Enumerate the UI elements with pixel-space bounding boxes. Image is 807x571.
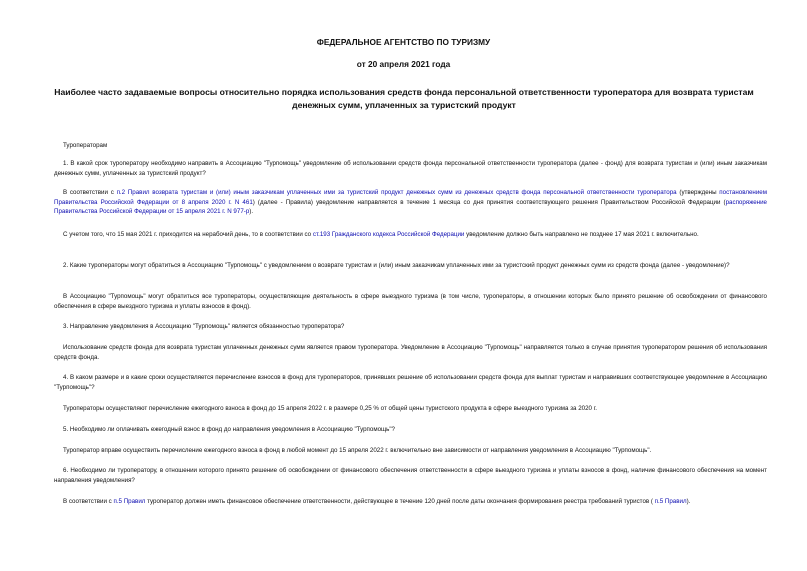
question-4: 4. В каком размере и в какие сроки осуществляется перечисление взносов в фонд для туроператоров, принявших решение об использовании средств фонда для выплат туристам и направивших соответствующее уведомление в Ассоциацию "Турпомощь"? (54, 374, 767, 391)
answer-1-deadline (54, 230, 767, 240)
answer-1-deadline-text: уведомление должно быть направлено не позднее 17 мая 2021 г. включительно. (464, 231, 699, 238)
answer-1-deadline-text: С учетом того, что 15 мая 2021 г. приходится на нерабочий день, то в соответствии со (63, 231, 313, 238)
agency-heading: ФЕДЕРАЛЬНОЕ АГЕНТСТВО ПО ТУРИЗМУ (316, 37, 491, 47)
document-date: от 20 апреля 2021 года (356, 59, 451, 69)
answer-6 (54, 497, 767, 507)
rules-clause-2-link[interactable]: п.2 Правил возврата туристам и (или) иным заказчикам уплаченных ими за туристский продукт денежных сумм из денежных средств фонда персональной ответственности туроператора (116, 189, 677, 196)
question-3: 3. Направление уведомления в Ассоциацию "Турпомощь" является обязанностью туроператора? (63, 323, 345, 330)
answer-1-text: В соответствии с (63, 189, 117, 196)
answer-1 (54, 188, 767, 217)
civil-code-article-193-link[interactable]: ст.193 Гражданского кодекса Российской Федерации (312, 231, 465, 238)
answer-6-text: ). (686, 498, 691, 505)
rules-clause-5-link[interactable]: п.5 Правил (113, 498, 146, 505)
government-decree-461-link[interactable]: постановлением Правительства Российской Федерации от 8 апреля 2020 г. N 461 (54, 189, 767, 206)
question-5: 5. Необходимо ли оплачивать ежегодный взнос в фонд до направления уведомления в Ассоциацию "Турпомощь"? (63, 426, 395, 433)
question-6: 6. Необходимо ли туроператору, в отношении которого принято решение об освобождении от финансового обеспечения ответственности в сфере выездного туризма и уплаты взносов в фонд, наличие финансового обеспечения на момент направления уведомления? (54, 467, 767, 484)
document-title: Наиболее часто задаваемые вопросы относительно порядка использования средств фонда персональной ответственности туроператора для возврата туристам денежных сумм, уплаченных за туристский продукт (54, 87, 754, 110)
answer-6-text: В соответствии с (63, 498, 114, 505)
question-1: 1. В какой срок туроператору необходимо направить в Ассоциацию "Турпомощь" уведомление об использовании средств фонда персональной ответственности туроператора (далее - фонд) для возврата туристам и (или) иным заказчикам денежных сумм, уплаченных за туристский продукт? (54, 160, 767, 177)
answer-6-text: туроператор должен иметь финансовое обеспечение ответственности, действующее в течение 120 дней после даты окончания формирования реестра требований туристов ( (145, 498, 655, 505)
rules-clause-5-link[interactable]: п.5 Правил (654, 498, 687, 505)
question-2: 2. Какие туроператоры могут обратиться в Ассоциацию "Турпомощь" с уведомлением о возврате туристам и (или) иным заказчикам уплаченных ими за туристский продукт денежных сумм из средств фонда (далее - уведомление)? (63, 262, 730, 269)
government-order-977-link[interactable]: распоряжение Правительства Российской Федерации от 15 апреля 2021 г. N 977-р (54, 198, 767, 216)
answer-1-text: ) (далее - Правила) уведомление направляется в течение 1 месяца со дня принятия соответствующего решения Правительством Российской Федерации ( (252, 198, 726, 206)
answer-3: Использование средств фонда для возврата туристам уплаченных денежных сумм является правом туроператора. Уведомление в Ассоциацию "Турпомощь" направляется только в случае принятия туроператором решения об использования средств фонда. (54, 344, 767, 361)
answer-5: Туроператор вправе осуществить перечисление ежегодного взноса в фонд в любой момент до 15 апреля 2022 г. включительно вне зависимости от направления уведомления в Ассоциацию "Турпомощь". (63, 447, 652, 454)
answer-4: Туроператоры осуществляют перечисление ежегодного взноса в фонд до 15 апреля 2022 г. в размере 0,25 % от общей цены туристского продукта в сфере выездного туризма за 2020 г. (63, 405, 597, 412)
answer-2: В Ассоциацию "Турпомощь" могут обратиться все туроператоры, осуществляющие деятельность в сфере выездного туризма (в том числе, туроператоры, в отношении которых было принято решение об освобождении от финансового обеспечения в сфере выездного туризма и уплаты взносов в фонд). (54, 293, 767, 310)
addressee: Туроператорам (63, 142, 108, 149)
answer-1-text: (утверждены (676, 189, 720, 196)
answer-1-text: ). (249, 208, 254, 216)
